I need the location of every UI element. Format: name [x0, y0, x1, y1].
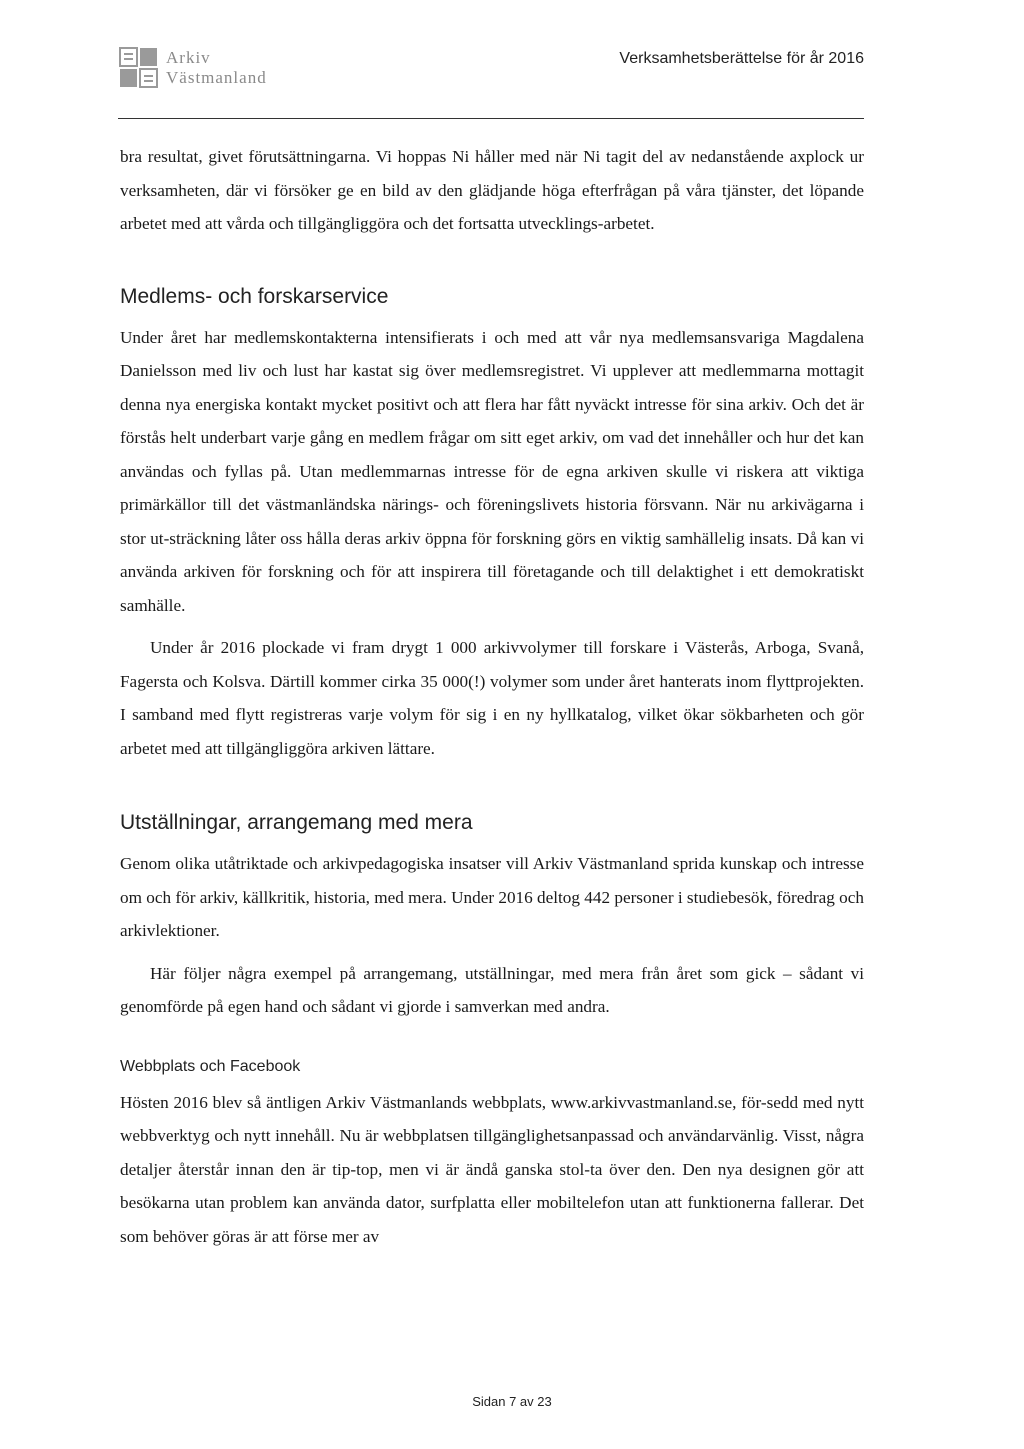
- page-header: [118, 40, 864, 112]
- exhibitions-paragraph-1: Genom olika utåtriktade och arkivpedagogiska insatser vill Arkiv Västmanland sprida kunskap och intresse om och för arkiv, källkritik, historia, med mera. Under 2016 deltog 442 personer i studiebesök, föredrag och arkivlektioner.: [120, 854, 864, 940]
- logo-text: [166, 48, 267, 88]
- logo-line-2: Västmanland: [166, 68, 267, 87]
- member-service-paragraph-1: Under året har medlemskontakterna intensifierats i och med att vår nya medlemsansvariga Magdalena Danielsson med liv och lust har kastat sig över medlemsregistret. Vi upplever att medlemmarna mottagit denna nya energiska kontakt mycket positivt och att flera har fått nyväckt intresse för sina arkiv. Och det är förstås helt underbart varje gång en medlem frågar om sitt eget arkiv, om vad det innehåller och hur det kan användas och fyllas på. Utan medlemmarnas intresse för de egna arkiven skulle vi riskera att viktiga primärkällor till det västmanländska närings- och föreningslivets historia försvann. När nu arkivägarna i stor ut-sträckning låter oss hålla deras arkiv öppna för forskning görs en viktig samhällelig insats. Då kan vi använda arkiven för forskning och för att inspirera till företagande och till delaktighet i ett demokratiskt samhälle.: [120, 327, 864, 615]
- document-title: Verksamhetsberättelse för år 2016: [619, 50, 864, 67]
- website-paragraph-1: Hösten 2016 blev så äntligen Arkiv Västmanlands webbplats, www.arkivvastmanland.se, för-sedd med nytt webbverktyg och nytt innehåll. Nu är webbplatsen tillgänglighetsanpassad och användarvänlig. Visst, några detaljer återstår innan den är tip-top, men vi är ändå ganska stol-ta över den. Den nya designen gör att besökarna utan problem kan använda dator, surfplatta eller mobiltelefon utan att funktionerna fallerar. Det som behöver göras är att förse mer av: [120, 1092, 864, 1246]
- archive-logo-icon: [118, 46, 160, 90]
- header-divider: [118, 118, 864, 119]
- logo-line-1: Arkiv: [166, 48, 211, 67]
- exhibitions-paragraph-2: Här följer några exempel på arrangemang, utställningar, med mera från året som gick – sådant vi genomförde på egen hand och sådant vi gjorde i samverkan med andra.: [120, 963, 864, 1016]
- exhibitions-heading: Utställningar, arrangemang med mera: [120, 811, 473, 834]
- arkiv-vastmanland-logo: [118, 46, 267, 90]
- intro-paragraph: bra resultat, givet förutsättningarna. Vi hoppas Ni håller med när Ni tagit del av nedanstående axplock ur verksamheten, där vi försöker ge en bild av den glädjande höga efterfrågan på våra tjänster, det löpande arbetet med att vårda och tillgängliggöra och det fortsatta utvecklings-arbetet.: [120, 147, 864, 233]
- member-service-heading: Medlems- och forskarservice: [120, 284, 389, 308]
- page-number: Sidan 7 av 23: [472, 1394, 552, 1409]
- website-heading: Webbplats och Facebook: [120, 1057, 301, 1075]
- page-content: [120, 140, 864, 1253]
- member-service-paragraph-2: Under år 2016 plockade vi fram drygt 1 000 arkivvolymer till forskare i Västerås, Arboga, Svanå, Fagersta och Kolsva. Därtill kommer cirka 35 000(!) volymer som under året hanterats inom flyttprojekten. I samband med flytt registreras varje volym för sig i en ny hyllkatalog, vilket ökar sökbarheten och gör arbetet med att tillgängliggöra arkiven lättare.: [120, 638, 864, 758]
